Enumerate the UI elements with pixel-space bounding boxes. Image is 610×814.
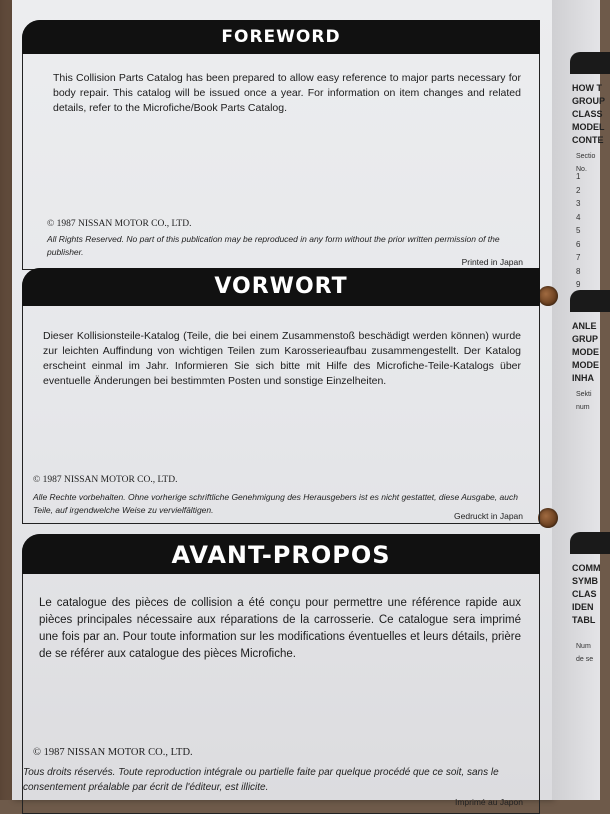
avant-propos-body: Le catalogue des pièces de collision a été conçu pour permettre une référence rapide aux pièces principales nécessaire aux réparations de la carrosserie. Ce catalogue sera imprimé une fois par an. Pour toute information sur les modifications éventuelles et leurs détails, prière de se référer aux catalogue des pièces Microfiche. <box>39 597 521 660</box>
vorwort-section <box>22 268 540 524</box>
avant-propos-rights: Tous droits réservés. Toute reproduction intégrale ou partielle faite par quelque procédé que ce soit, sans le consentement préalable par écrit de l'éditeur, est illicite. <box>23 767 499 793</box>
foreword-rights: All Rights Reserved. No part of this publication may be reproduced in any form without the prior written permission of the publisher. <box>47 234 500 257</box>
facing-page-block-2: ANLE GRUP MODE MODE INHA <box>572 321 599 383</box>
avant-propos-printed: Imprimé au Japon <box>454 797 523 807</box>
foreword-copyright: © 1987 NISSAN MOTOR CO., LTD. <box>47 219 192 229</box>
facing-page-block-1: HOW T GROUP CLASS MODEL CONTE <box>572 83 606 145</box>
facing-page-banner-3 <box>570 532 610 554</box>
foreword-title: FOREWORD <box>22 20 540 54</box>
vorwort-rights: Alle Rechte vorbehalten. Ohne vorherige schriftliche Genehmigung des Herausgebers ist es nicht gestattet, diese Ausgabe, auch Teile, auf irgendwelche Weise zu vervielfältigen. <box>33 492 518 515</box>
binder-hole-top <box>538 286 558 306</box>
binder-hole-bottom <box>538 508 558 528</box>
avant-propos-copyright: © 1987 NISSAN MOTOR CO., LTD. <box>33 747 193 758</box>
facing-page-banner-1 <box>570 52 610 74</box>
facing-page-table-head-2: Sekti num <box>576 391 592 411</box>
facing-page-table-head-1: Sectio No. <box>576 153 596 173</box>
facing-page-block-3: COMM SYMB CLAS IDEN TABL <box>572 563 601 625</box>
foreword-printed: Printed in Japan <box>461 257 523 267</box>
vorwort-title: VORWORT <box>22 268 540 306</box>
vorwort-printed: Gedruckt in Japan <box>454 511 523 521</box>
facing-page-table-rows-1: 1 2 3 4 5 6 7 8 9 <box>576 172 581 289</box>
foreword-body: This Collision Parts Catalog has been prepared to allow easy reference to major parts necessary for body repair. This catalog will be issued once a year. For information on item changes and related details, refer to the Microfiche/Book Parts Catalog. <box>53 72 521 114</box>
facing-page-table-head-3: Num de se <box>576 643 594 663</box>
vorwort-body: Dieser Kollisionsteile-Katalog (Teile, die bei einem Zusammenstoß beschädigt werden können) wurde zur leichten Auffindung von wichtigen Teilen zum Karosserieaufbau zusammengestellt. Der Katalog erscheint einmal im Jahr. Informieren Sie sich bitte mit Hilfe des Microfiche-Teile-Katalogs über eventuelle Änderungen bei bestimmten Posten und sonstige Einzelheiten. <box>43 330 521 387</box>
avant-propos-title: AVANT-PROPOS <box>22 534 540 574</box>
avant-propos-section <box>22 534 540 814</box>
foreword-section <box>22 20 540 270</box>
vorwort-copyright: © 1987 NISSAN MOTOR CO., LTD. <box>33 475 178 485</box>
facing-page-banner-2 <box>570 290 610 312</box>
facing-page <box>552 0 606 800</box>
